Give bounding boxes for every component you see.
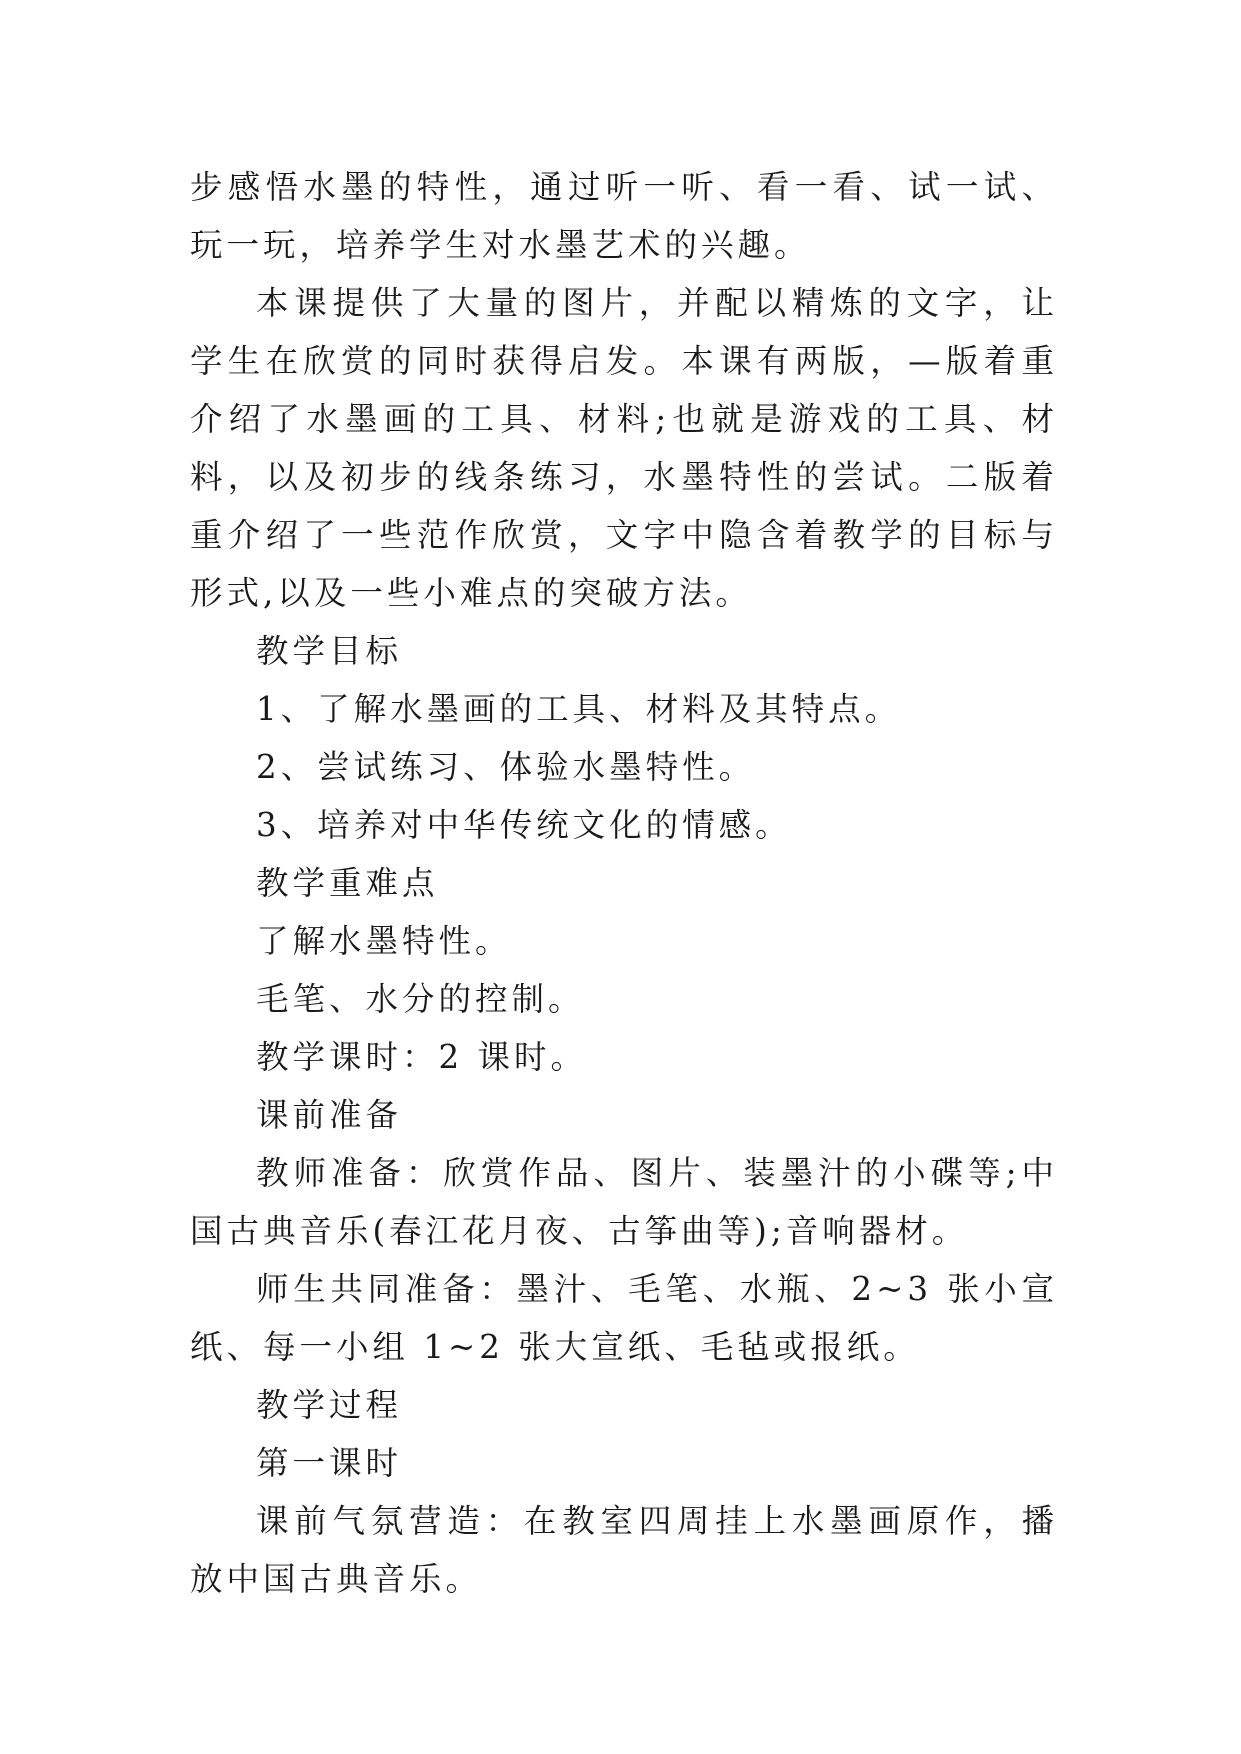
heading-preparation: 课前准备 — [256, 1096, 403, 1134]
paragraph-intro-continued: 步感悟水墨的特性，通过听一听、看一看、试一试、玩一玩，培养学生对水墨艺术的兴趣。 — [190, 168, 1058, 264]
paragraph-course-description: 本课提供了大量的图片，并配以精炼的文字，让学生在欣赏的同时获得启发。本课有两版，—版着重介绍了水墨画的工具、材料;也就是游戏的工具、材料，以及初步的线条练习，水墨特性的尝试。二版着重介绍了一些范作欣赏，文字中隐含着教学的目标与形式,以及一些小难点的突破方法。 — [190, 284, 1058, 612]
heading-teaching-process: 教学过程 — [256, 1386, 403, 1424]
shared-preparation: 师生共同准备：墨汁、毛笔、水瓶、2~3 张小宣纸、每一小组 1~2 张大宣纸、毛毡或报纸。 — [190, 1270, 1058, 1366]
teacher-preparation: 教师准备：欣赏作品、图片、装墨汁的小碟等;中国古典音乐(春江花月夜、古筝曲等);音响器材。 — [190, 1154, 1058, 1250]
heading-first-lesson: 第一课时 — [256, 1444, 403, 1482]
atmosphere-setup: 课前气氛营造：在教室四周挂上水墨画原作，播放中国古典音乐。 — [190, 1502, 1058, 1598]
goal-item-2: 2、尝试练习、体验水墨特性。 — [256, 748, 756, 786]
goal-item-1: 1、了解水墨画的工具、材料及其特点。 — [256, 690, 902, 728]
heading-key-difficulties: 教学重难点 — [256, 864, 439, 902]
key-point-2: 毛笔、水分的控制。 — [256, 980, 585, 1018]
document-body — [190, 158, 1058, 1608]
heading-teaching-goals: 教学目标 — [256, 632, 403, 670]
key-point-1: 了解水墨特性。 — [256, 922, 512, 960]
class-hours: 教学课时：2 课时。 — [256, 1038, 588, 1076]
goal-item-3: 3、培养对中华传统文化的情感。 — [256, 806, 792, 844]
